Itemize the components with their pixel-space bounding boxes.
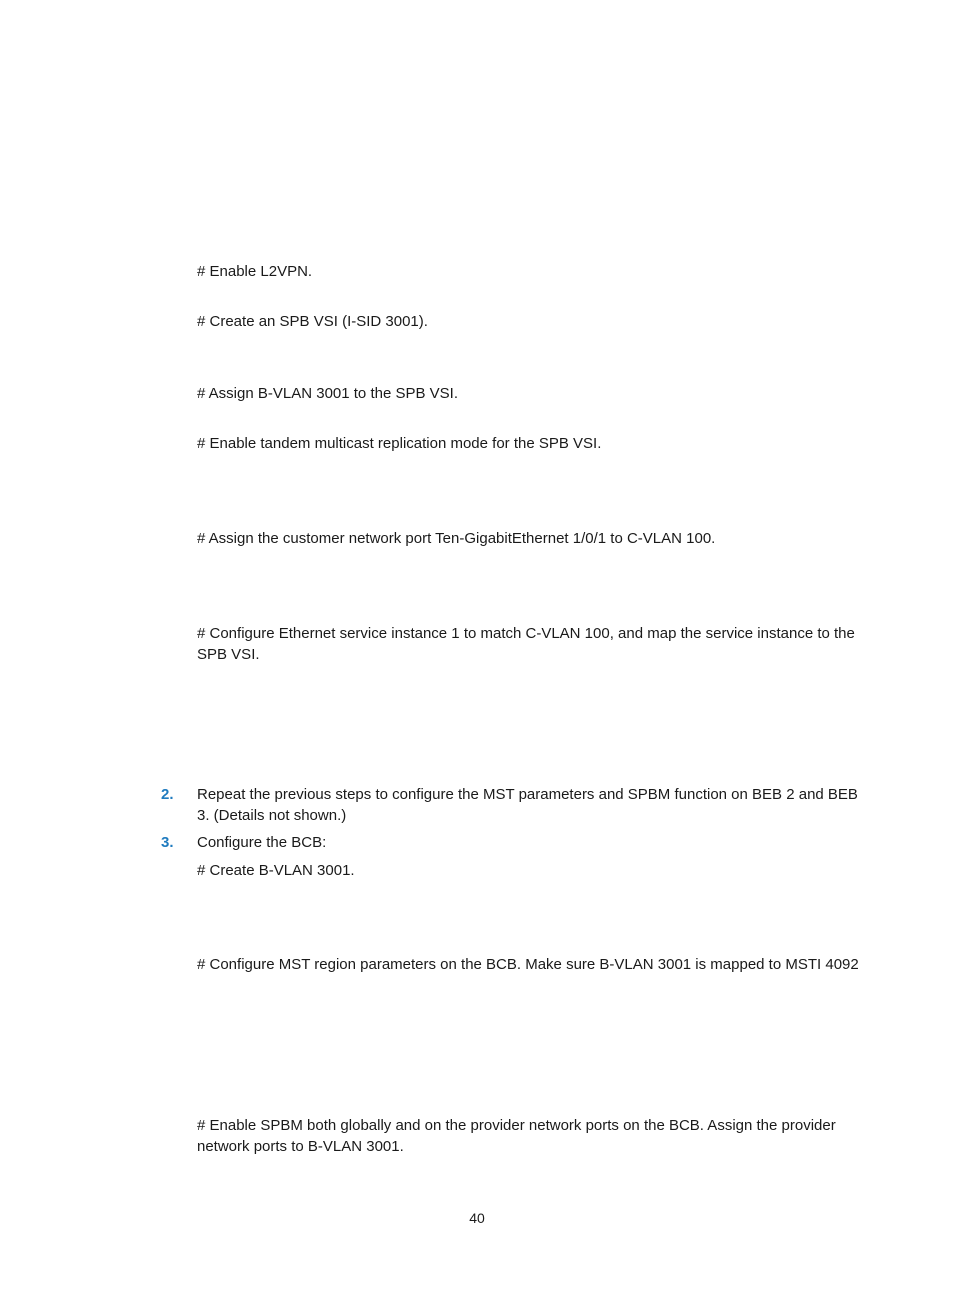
comment-enable-spbm: # Enable SPBM both globally and on the provider network ports on the BCB. Assign the provider network ports to B-VLAN 3001.	[197, 1117, 836, 1155]
comment-service-instance: # Configure Ethernet service instance 1 to match C-VLAN 100, and map the service instance to the SPB VSI.	[197, 625, 855, 663]
comment-tandem-multicast: # Enable tandem multicast replication mode for the SPB VSI.	[197, 435, 602, 452]
comment-create-vsi: # Create an SPB VSI (I-SID 3001).	[197, 313, 428, 330]
comment-create-bvlan: # Create B-VLAN 3001.	[197, 862, 355, 879]
comment-assign-bvlan: # Assign B-VLAN 3001 to the SPB VSI.	[197, 385, 458, 402]
comment-assign-port: # Assign the customer network port Ten-GigabitEthernet 1/0/1 to C-VLAN 100.	[197, 530, 716, 547]
step-number-2: 2.	[161, 786, 174, 803]
step-text-2: Repeat the previous steps to configure the MST parameters and SPBM function on BEB 2 and BEB 3. (Details not shown.)	[197, 786, 858, 824]
page-number: 40	[469, 1210, 485, 1226]
step-number-3: 3.	[161, 834, 174, 851]
comment-mst-region: # Configure MST region parameters on the BCB. Make sure B-VLAN 3001 is mapped to MSTI 4092	[197, 956, 859, 973]
step-text-3: Configure the BCB:	[197, 834, 327, 851]
comment-enable-l2vpn: # Enable L2VPN.	[197, 263, 313, 280]
